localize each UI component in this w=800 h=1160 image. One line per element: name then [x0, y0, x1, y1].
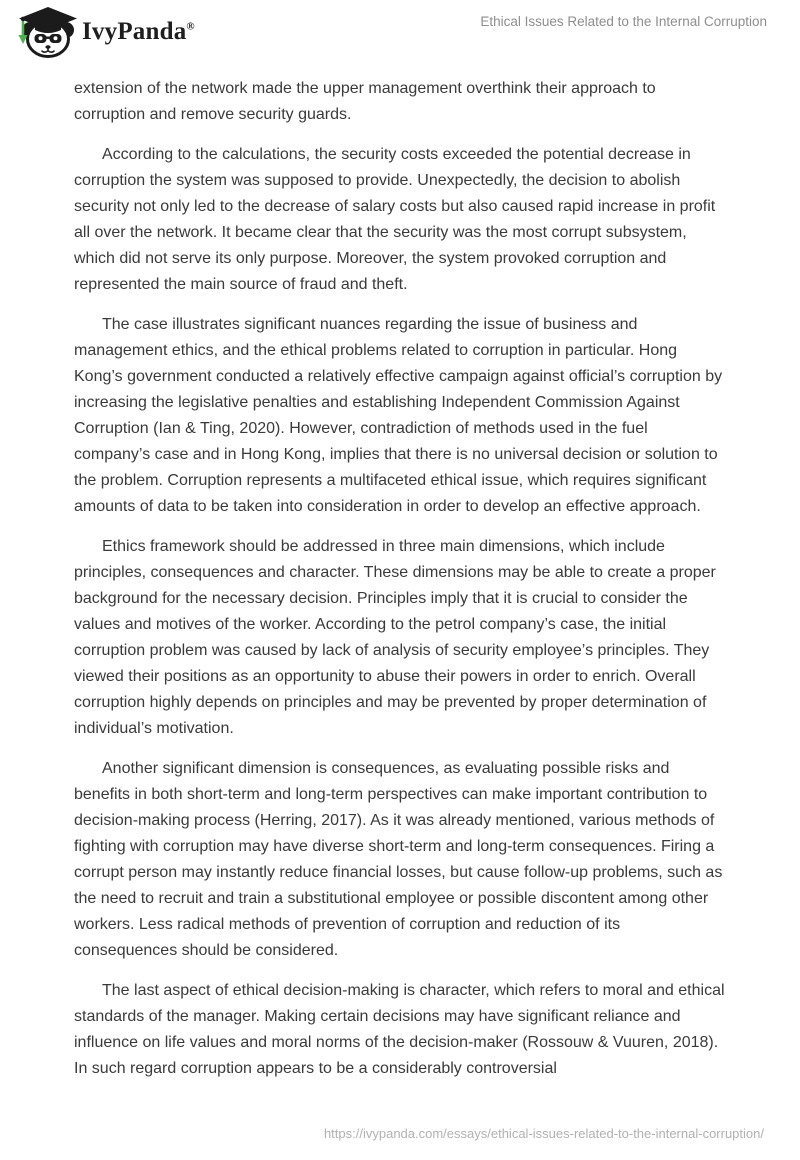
essay-body	[74, 60, 726, 1096]
document-title: Ethical Issues Related to the Internal Corruption	[480, 14, 767, 29]
paragraph: The case illustrates significant nuances regarding the issue of business and management ethics, and the ethical problems related to corruption in particular. Hong Kong’s government conducted a relatively effective campaign against official’s corruption by increasing the legislative penalties and establishing Independent Commission Against Corruption (Ian & Ting, 2020). However, contradiction of methods used in the fuel company’s case and in Hong Kong, implies that there is no universal decision or solution to the problem. Corruption represents a multifaceted ethical issue, which requires significant amounts of data to be taken into consideration in order to develop an effective approach.	[74, 316, 723, 515]
paragraph: According to the calculations, the security costs exceeded the potential decrease in corruption the system was supposed to provide. Unexpectedly, the decision to abolish security not only led to the decrease of salary costs but also caused rapid increase in profit all over the network. It became clear that the security was the most corrupt subsystem, which did not serve its only purpose. Moreover, the system provoked corruption and represented the main source of fraud and theft.	[74, 146, 716, 293]
source-url: https://ivypanda.com/essays/ethical-issues-related-to-the-internal-corruption/	[323, 1126, 764, 1141]
panda-graduate-icon	[13, 6, 79, 58]
paragraph: The last aspect of ethical decision-making is character, which refers to moral and ethical standards of the manager. Making certain decisions may have significant reliance and influence on life values and moral norms of the decision-maker (Rossouw & Vuuren, 2018). In such regard corruption appears to be a considerably controversial	[74, 982, 725, 1077]
registered-mark: ®	[186, 20, 195, 33]
brand-name	[82, 18, 195, 46]
page-header	[0, 0, 800, 60]
brand-text: IvyPanda	[82, 18, 187, 45]
paragraph: Another significant dimension is consequences, as evaluating possible risks and benefits in both short-term and long-term perspectives can make important contribution to decision-making process (Herring, 2017). As it was already mentioned, various methods of fighting with corruption may have diverse short-term and long-term consequences. Firing a corrupt person may instantly reduce financial losses, but cause follow-up problems, such as the need to recruit and train a substitutional employee or possible discontent among other workers. Less radical methods of prevention of corruption and reduction of its consequences should be considered.	[74, 760, 723, 959]
paragraph: extension of the network made the upper management overthink their approach to corruption and remove security guards.	[74, 80, 656, 123]
paragraph: Ethics framework should be addressed in three main dimensions, which include principles, consequences and character. These dimensions may be able to create a proper background for the necessary decision. Principles imply that it is crucial to consider the values and motives of the worker. According to the petrol company’s case, the initial corruption problem was caused by lack of analysis of security employee’s principles. They viewed their positions as an opportunity to abuse their powers in order to enrich. Overall corruption highly depends on principles and may be prevented by proper determination of individual’s motivation.	[74, 538, 716, 737]
